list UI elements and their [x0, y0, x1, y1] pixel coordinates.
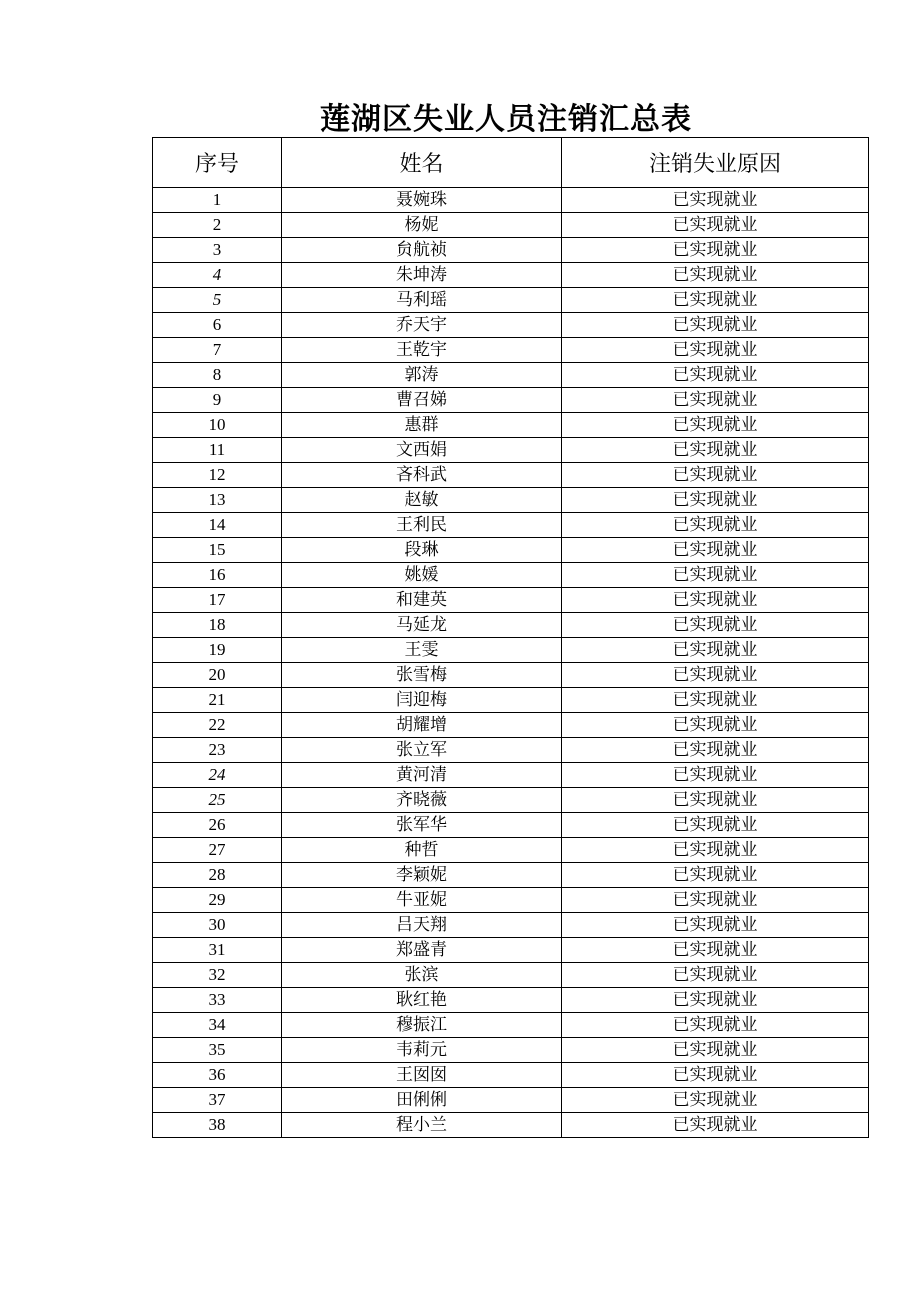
table-row: [153, 688, 869, 713]
reason-cell: 已实现就业: [562, 313, 869, 338]
serial-number-cell: 12: [153, 463, 282, 488]
reason-cell: 已实现就业: [562, 938, 869, 963]
table-row: [153, 338, 869, 363]
name-cell: 吝科武: [282, 463, 562, 488]
reason-cell: 已实现就业: [562, 713, 869, 738]
reason-cell: 已实现就业: [562, 513, 869, 538]
table-row: [153, 1013, 869, 1038]
name-cell: 齐晓薇: [282, 788, 562, 813]
name-cell: 李颖妮: [282, 863, 562, 888]
name-cell: 朱坤涛: [282, 263, 562, 288]
table-row: [153, 788, 869, 813]
name-cell: 张雪梅: [282, 663, 562, 688]
name-cell: 文西娟: [282, 438, 562, 463]
table-row: [153, 513, 869, 538]
serial-number-cell: 23: [153, 738, 282, 763]
table-row: [153, 1063, 869, 1088]
serial-number-cell: 34: [153, 1013, 282, 1038]
name-cell: 王雯: [282, 638, 562, 663]
serial-number-cell: 31: [153, 938, 282, 963]
reason-cell: 已实现就业: [562, 213, 869, 238]
reason-cell: 已实现就业: [562, 413, 869, 438]
serial-number-cell: 25: [153, 788, 282, 813]
table-row: [153, 863, 869, 888]
name-cell: 赵敏: [282, 488, 562, 513]
reason-cell: 已实现就业: [562, 838, 869, 863]
name-cell: 段琳: [282, 538, 562, 563]
table-body: [153, 188, 869, 1138]
table-row: [153, 738, 869, 763]
reason-cell: 已实现就业: [562, 863, 869, 888]
reason-cell: 已实现就业: [562, 263, 869, 288]
serial-number-cell: 3: [153, 238, 282, 263]
reason-cell: 已实现就业: [562, 1038, 869, 1063]
table-row: [153, 238, 869, 263]
name-cell: 惠群: [282, 413, 562, 438]
name-cell: 马利瑶: [282, 288, 562, 313]
reason-cell: 已实现就业: [562, 1088, 869, 1113]
table-row: [153, 938, 869, 963]
name-cell: 种哲: [282, 838, 562, 863]
name-cell: 田俐俐: [282, 1088, 562, 1113]
name-cell: 曹召娣: [282, 388, 562, 413]
serial-number-cell: 29: [153, 888, 282, 913]
name-cell: 闫迎梅: [282, 688, 562, 713]
name-cell: 王利民: [282, 513, 562, 538]
table-row: [153, 663, 869, 688]
deregistration-table: [152, 137, 869, 1138]
header-serial-number: 序号: [153, 138, 282, 188]
name-cell: 贠航祯: [282, 238, 562, 263]
serial-number-cell: 13: [153, 488, 282, 513]
reason-cell: 已实现就业: [562, 438, 869, 463]
table-row: [153, 838, 869, 863]
name-cell: 穆振江: [282, 1013, 562, 1038]
reason-cell: 已实现就业: [562, 813, 869, 838]
serial-number-cell: 38: [153, 1113, 282, 1138]
serial-number-cell: 2: [153, 213, 282, 238]
table-row: [153, 1038, 869, 1063]
name-cell: 王囡囡: [282, 1063, 562, 1088]
table-row: [153, 713, 869, 738]
table-row: [153, 413, 869, 438]
table-row: [153, 363, 869, 388]
reason-cell: 已实现就业: [562, 738, 869, 763]
reason-cell: 已实现就业: [562, 1013, 869, 1038]
reason-cell: 已实现就业: [562, 363, 869, 388]
reason-cell: 已实现就业: [562, 688, 869, 713]
reason-cell: 已实现就业: [562, 488, 869, 513]
serial-number-cell: 7: [153, 338, 282, 363]
table-header-row: [153, 138, 869, 188]
table-row: [153, 213, 869, 238]
reason-cell: 已实现就业: [562, 538, 869, 563]
serial-number-cell: 27: [153, 838, 282, 863]
serial-number-cell: 16: [153, 563, 282, 588]
serial-number-cell: 8: [153, 363, 282, 388]
name-cell: 王乾宇: [282, 338, 562, 363]
header-name: 姓名: [282, 138, 562, 188]
reason-cell: 已实现就业: [562, 288, 869, 313]
table-row: [153, 313, 869, 338]
name-cell: 张军华: [282, 813, 562, 838]
table-row: [153, 913, 869, 938]
reason-cell: 已实现就业: [562, 563, 869, 588]
table-row: [153, 888, 869, 913]
serial-number-cell: 10: [153, 413, 282, 438]
serial-number-cell: 22: [153, 713, 282, 738]
reason-cell: 已实现就业: [562, 638, 869, 663]
table-row: [153, 813, 869, 838]
serial-number-cell: 1: [153, 188, 282, 213]
reason-cell: 已实现就业: [562, 238, 869, 263]
reason-cell: 已实现就业: [562, 1063, 869, 1088]
table-row: [153, 638, 869, 663]
name-cell: 吕天翔: [282, 913, 562, 938]
reason-cell: 已实现就业: [562, 588, 869, 613]
serial-number-cell: 36: [153, 1063, 282, 1088]
name-cell: 胡耀增: [282, 713, 562, 738]
serial-number-cell: 19: [153, 638, 282, 663]
serial-number-cell: 32: [153, 963, 282, 988]
serial-number-cell: 37: [153, 1088, 282, 1113]
table-row: [153, 438, 869, 463]
table-row: [153, 763, 869, 788]
name-cell: 郑盛青: [282, 938, 562, 963]
table-row: [153, 463, 869, 488]
serial-number-cell: 5: [153, 288, 282, 313]
table-row: [153, 1113, 869, 1138]
table-row: [153, 263, 869, 288]
serial-number-cell: 14: [153, 513, 282, 538]
reason-cell: 已实现就业: [562, 963, 869, 988]
table-row: [153, 963, 869, 988]
reason-cell: 已实现就业: [562, 788, 869, 813]
name-cell: 张立军: [282, 738, 562, 763]
serial-number-cell: 26: [153, 813, 282, 838]
reason-cell: 已实现就业: [562, 1113, 869, 1138]
name-cell: 乔天宇: [282, 313, 562, 338]
table-row: [153, 988, 869, 1013]
serial-number-cell: 21: [153, 688, 282, 713]
table-row: [153, 388, 869, 413]
serial-number-cell: 18: [153, 613, 282, 638]
name-cell: 郭涛: [282, 363, 562, 388]
serial-number-cell: 35: [153, 1038, 282, 1063]
name-cell: 杨妮: [282, 213, 562, 238]
serial-number-cell: 33: [153, 988, 282, 1013]
name-cell: 黄河清: [282, 763, 562, 788]
serial-number-cell: 30: [153, 913, 282, 938]
serial-number-cell: 20: [153, 663, 282, 688]
name-cell: 马延龙: [282, 613, 562, 638]
serial-number-cell: 9: [153, 388, 282, 413]
name-cell: 程小兰: [282, 1113, 562, 1138]
reason-cell: 已实现就业: [562, 663, 869, 688]
serial-number-cell: 11: [153, 438, 282, 463]
header-deregistration-reason: 注销失业原因: [562, 138, 869, 188]
name-cell: 牛亚妮: [282, 888, 562, 913]
name-cell: 耿红艳: [282, 988, 562, 1013]
table-row: [153, 1088, 869, 1113]
serial-number-cell: 6: [153, 313, 282, 338]
table-row: [153, 563, 869, 588]
document-title: 莲湖区失业人员注销汇总表: [320, 102, 692, 138]
reason-cell: 已实现就业: [562, 888, 869, 913]
name-cell: 和建英: [282, 588, 562, 613]
name-cell: 张滨: [282, 963, 562, 988]
reason-cell: 已实现就业: [562, 188, 869, 213]
serial-number-cell: 15: [153, 538, 282, 563]
reason-cell: 已实现就业: [562, 913, 869, 938]
table-row: [153, 588, 869, 613]
reason-cell: 已实现就业: [562, 613, 869, 638]
reason-cell: 已实现就业: [562, 763, 869, 788]
table-row: [153, 538, 869, 563]
table-row: [153, 488, 869, 513]
serial-number-cell: 28: [153, 863, 282, 888]
name-cell: 姚媛: [282, 563, 562, 588]
reason-cell: 已实现就业: [562, 988, 869, 1013]
serial-number-cell: 4: [153, 263, 282, 288]
table-row: [153, 288, 869, 313]
table-row: [153, 188, 869, 213]
name-cell: 聂婉珠: [282, 188, 562, 213]
serial-number-cell: 24: [153, 763, 282, 788]
serial-number-cell: 17: [153, 588, 282, 613]
table-row: [153, 613, 869, 638]
reason-cell: 已实现就业: [562, 388, 869, 413]
name-cell: 韦莉元: [282, 1038, 562, 1063]
reason-cell: 已实现就业: [562, 463, 869, 488]
reason-cell: 已实现就业: [562, 338, 869, 363]
